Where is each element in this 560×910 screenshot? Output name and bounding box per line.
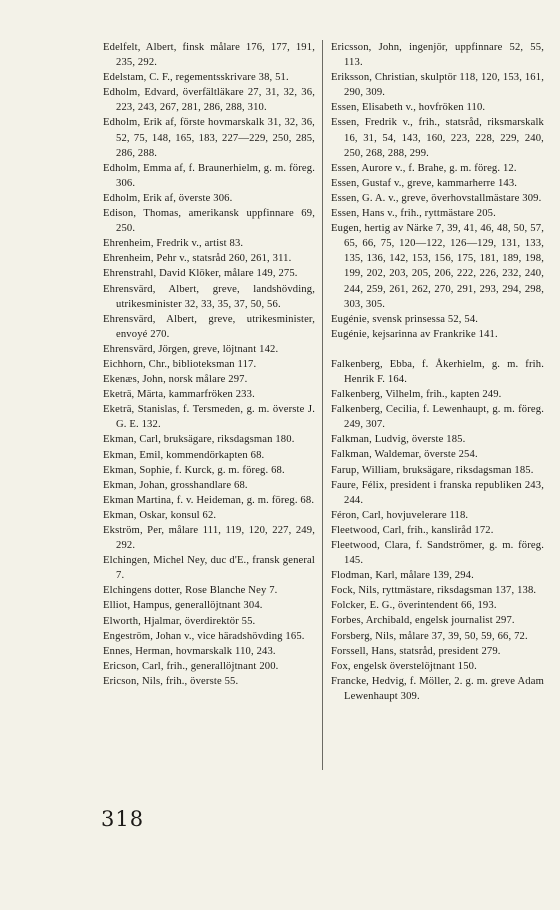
index-entry: Ekman, Johan, grosshandlare 68. (103, 479, 248, 491)
index-entry: Ehrensvärd, Albert, greve, utrikesminister, envoyé 270. (103, 313, 315, 340)
index-entry: Fleetwood, Carl, frih., kansliråd 172. (331, 524, 494, 536)
index-entry: Eketrä, Märta, kammarfröken 233. (103, 389, 255, 401)
index-entry: Ericson, Carl, frih., generallöjtnant 200. (103, 660, 279, 672)
index-entry: Essen, Gustaf v., greve, kammarherre 143. (331, 177, 518, 189)
index-entry: Ekman Martina, f. v. Heideman, g. m. föreg. 68. (103, 494, 315, 506)
index-entry: Ehrenheim, Fredrik v., artist 83. (103, 238, 244, 250)
index-entry: Folcker, E. G., överintendent 66, 193. (331, 600, 497, 612)
index-entry: Fock, Nils, ryttmästare, riksdagsman 137, 138. (331, 585, 537, 597)
index-entry: Elchingens dotter, Rose Blanche Ney 7. (103, 585, 278, 597)
index-entry: Forbes, Archibald, engelsk journalist 297. (331, 615, 515, 627)
index-entry: Ehrenstrahl, David Klöker, målare 149, 275. (103, 268, 298, 280)
index-entry: Eketrä, Stanislas, f. Tersmeden, g. m. överste J. G. E. 132. (103, 404, 315, 431)
index-entry: Ekman, Carl, bruksägare, riksdagsman 180. (103, 434, 295, 446)
index-entry: Essen, Aurore v., f. Brahe, g. m. föreg. 12. (331, 162, 517, 174)
index-entry: Ehrenheim, Pehr v., statsråd 260, 261, 311. (103, 253, 292, 265)
index-entry: Ennes, Herman, hovmarskalk 110, 243. (103, 645, 276, 657)
index-entry: Edholm, Edvard, överfältläkare 27, 31, 32, 36, 223, 243, 267, 281, 286, 288, 310. (103, 87, 315, 114)
index-entry: Elworth, Hjalmar, överdirektör 55. (103, 615, 256, 627)
index-entry: Edelfelt, Albert, finsk målare 176, 177, 191, 235, 292. (103, 42, 315, 69)
index-entry: Falkman, Ludvig, överste 185. (331, 434, 466, 446)
index-entry: Eichhorn, Chr., biblioteksman 117. (103, 358, 257, 370)
index-entry: Falkenberg, Cecilia, f. Lewenhaupt, g. m. föreg. 249, 307. (331, 404, 544, 431)
index-entry: Edison, Thomas, amerikansk uppfinnare 69, 250. (103, 208, 315, 235)
letter-section-gap (331, 342, 544, 357)
index-entry: Ehrensvärd, Jörgen, greve, löjtnant 142. (103, 343, 279, 355)
index-entry: Francke, Hedvig, f. Möller, 2. g. m. greve Adam Lewenhaupt 309. (331, 675, 544, 702)
index-entry: Edholm, Erik af, överste 306. (103, 192, 233, 204)
index-entry: Eugen, hertig av Närke 7, 39, 41, 46, 48, 50, 57, 65, 66, 75, 120—122, 126—129, 131, 133, 135, 136, 142, 153, 156, 175, 181, 189, 198, 199, 202, 203, 205, 206, 222, 226, 232, 240, 244, 259, 261, 262, 270, 291, 293, 294, 298, 303, 305. (331, 223, 544, 310)
index-entry: Féron, Carl, hovjuvelerare 118. (331, 509, 469, 521)
index-entry: Farup, William, bruksägare, riksdagsman 185. (331, 464, 534, 476)
index-entry: Eriksson, Christian, skulptör 118, 120, 153, 161, 290, 309. (331, 72, 544, 99)
index-entry: Forsberg, Nils, målare 37, 39, 50, 59, 66, 72. (331, 630, 528, 642)
index-entry: Elchingen, Michel Ney, duc d'E., fransk general 7. (103, 555, 315, 582)
index-entry: Falkman, Waldemar, överste 254. (331, 449, 478, 461)
index-entry: Forssell, Hans, statsråd, president 279. (331, 645, 501, 657)
index-entry: Edelstam, C. F., regementsskrivare 38, 51. (103, 72, 289, 84)
index-entry: Falkenberg, Vilhelm, frih., kapten 249. (331, 389, 502, 401)
index-entry: Ekström, Per, målare 111, 119, 120, 227, 249, 292. (103, 525, 315, 552)
index-entry: Engeström, Johan v., vice häradshövding 165. (103, 630, 305, 642)
index-entry: Essen, Hans v., frih., ryttmästare 205. (331, 208, 496, 220)
index-entry: Fleetwood, Clara, f. Sandströmer, g. m. föreg. 145. (331, 540, 544, 567)
index-entry: Ekenæs, John, norsk målare 297. (103, 374, 248, 386)
index-entry: Flodman, Karl, målare 139, 294. (331, 570, 474, 582)
index-entry: Ekman, Sophie, f. Kurck, g. m. föreg. 68. (103, 464, 285, 476)
index-entry: Elliot, Hampus, generallöjtnant 304. (103, 600, 263, 612)
index-entry: Ericsson, John, ingenjör, uppfinnare 52, 55, 113. (331, 42, 544, 69)
index-entry: Faure, Félix, president i franska republiken 243, 244. (331, 479, 544, 506)
index-entry: Edholm, Erik af, förste hovmarskalk 31, 32, 36, 52, 75, 148, 165, 183, 227—229, 250, 285, 286, 288. (103, 117, 315, 159)
index-entry: Essen, Elisabeth v., hovfröken 110. (331, 102, 486, 114)
index-entry: Fox, engelsk överstelöjtnant 150. (331, 660, 477, 672)
index-entry: Essen, G. A. v., greve, överhovstallmästare 309. (331, 192, 542, 204)
index-entry: Ericson, Nils, frih., överste 55. (103, 675, 239, 687)
column-divider (322, 40, 323, 770)
index-column-right (331, 40, 544, 704)
index-entry: Essen, Fredrik v., frih., statsråd, riksmarskalk 16, 31, 54, 143, 160, 223, 228, 229, 240, 250, 268, 288, 299. (331, 117, 544, 159)
index-entry: Ekman, Emil, kommendörkapten 68. (103, 449, 265, 461)
index-entry: Ekman, Oskar, konsul 62. (103, 509, 217, 521)
index-entry: Edholm, Emma af, f. Braunerhielm, g. m. föreg. 306. (103, 162, 315, 189)
index-entry: Eugénie, kejsarinna av Frankrike 141. (331, 328, 498, 340)
page-number: 318 (101, 807, 145, 831)
index-entry: Eugénie, svensk prinsessa 52, 54. (331, 313, 479, 325)
index-entry: Ehrensvärd, Albert, greve, landshövding, utrikesminister 32, 33, 35, 37, 50, 56. (103, 283, 315, 310)
index-column-left (103, 40, 315, 689)
index-entry: Falkenberg, Ebba, f. Åkerhielm, g. m. frih. Henrik F. 164. (331, 358, 544, 385)
